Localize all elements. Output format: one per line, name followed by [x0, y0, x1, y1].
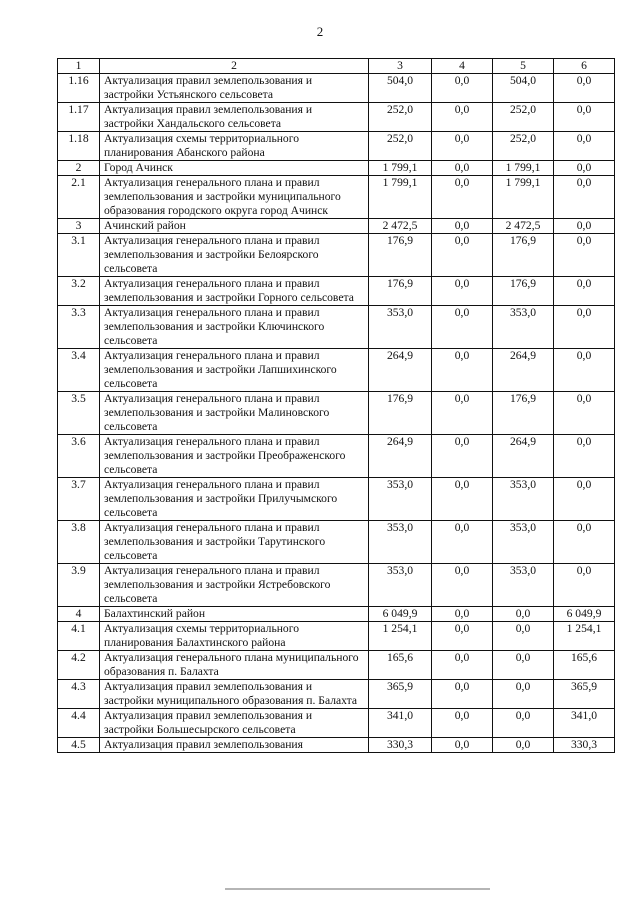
column-4-cell: 0,0	[432, 132, 493, 161]
table-row	[58, 349, 615, 392]
row-description-cell: Актуализация схемы территориального планирования Балахтинского района	[100, 622, 369, 651]
column-5-cell: 353,0	[493, 306, 554, 349]
column-4-cell: 0,0	[432, 219, 493, 234]
table-row	[58, 738, 615, 753]
column-6-cell: 341,0	[554, 709, 615, 738]
column-4-cell: 0,0	[432, 306, 493, 349]
row-description-cell: Актуализация правил землепользования и застройки Хандальского сельсовета	[100, 103, 369, 132]
column-4-cell: 0,0	[432, 680, 493, 709]
column-4-cell: 0,0	[432, 738, 493, 753]
total-cell: 264,9	[369, 435, 432, 478]
column-6-cell: 0,0	[554, 435, 615, 478]
total-cell: 353,0	[369, 564, 432, 607]
total-cell: 6 049,9	[369, 607, 432, 622]
column-5-cell: 353,0	[493, 521, 554, 564]
table-row	[58, 176, 615, 219]
column-6-cell: 0,0	[554, 234, 615, 277]
table-row	[58, 709, 615, 738]
column-5-cell: 353,0	[493, 564, 554, 607]
table-row	[58, 219, 615, 234]
table-row	[58, 74, 615, 103]
column-6-cell: 0,0	[554, 74, 615, 103]
column-5-cell: 0,0	[493, 651, 554, 680]
table-header-row	[58, 59, 615, 74]
table-row	[58, 478, 615, 521]
row-number-cell: 4.2	[58, 651, 100, 680]
column-5-cell: 252,0	[493, 103, 554, 132]
total-cell: 1 254,1	[369, 622, 432, 651]
column-6-cell: 0,0	[554, 103, 615, 132]
table-row	[58, 651, 615, 680]
column-6-cell: 165,6	[554, 651, 615, 680]
row-number-cell: 3.2	[58, 277, 100, 306]
row-number-cell: 1.17	[58, 103, 100, 132]
column-6-cell: 0,0	[554, 349, 615, 392]
row-number-cell: 3.1	[58, 234, 100, 277]
row-number-cell: 3	[58, 219, 100, 234]
total-cell: 504,0	[369, 74, 432, 103]
column-header: 4	[432, 59, 493, 74]
row-description-cell: Актуализация генерального плана и правил землепользования и застройки Тарутинского сельсовета	[100, 521, 369, 564]
row-description-cell: Актуализация генерального плана и правил землепользования и застройки Горного сельсовета	[100, 277, 369, 306]
column-6-cell: 0,0	[554, 478, 615, 521]
total-cell: 1 799,1	[369, 176, 432, 219]
page-number: 2	[316, 24, 324, 39]
row-description-cell: Актуализация правил землепользования и застройки муниципального образования п. Балахта	[100, 680, 369, 709]
total-cell: 330,3	[369, 738, 432, 753]
table-row	[58, 306, 615, 349]
column-6-cell: 0,0	[554, 219, 615, 234]
column-5-cell: 0,0	[493, 738, 554, 753]
column-4-cell: 0,0	[432, 74, 493, 103]
row-number-cell: 4.5	[58, 738, 100, 753]
column-4-cell: 0,0	[432, 349, 493, 392]
table-row	[58, 435, 615, 478]
row-number-cell: 4	[58, 607, 100, 622]
column-6-cell: 0,0	[554, 176, 615, 219]
row-number-cell: 3.7	[58, 478, 100, 521]
column-6-cell: 0,0	[554, 392, 615, 435]
row-number-cell: 4.1	[58, 622, 100, 651]
scan-artifact-line	[225, 888, 490, 890]
row-description-cell: Город Ачинск	[100, 161, 369, 176]
total-cell: 264,9	[369, 349, 432, 392]
row-number-cell: 3.5	[58, 392, 100, 435]
column-header: 1	[58, 59, 100, 74]
table-row	[58, 234, 615, 277]
table-row	[58, 622, 615, 651]
total-cell: 365,9	[369, 680, 432, 709]
column-6-cell: 365,9	[554, 680, 615, 709]
column-5-cell: 353,0	[493, 478, 554, 521]
row-description-cell: Актуализация генерального плана и правил землепользования и застройки Малиновского сельсовета	[100, 392, 369, 435]
column-header: 2	[100, 59, 369, 74]
column-5-cell: 176,9	[493, 277, 554, 306]
row-number-cell: 3.6	[58, 435, 100, 478]
table-row	[58, 277, 615, 306]
column-4-cell: 0,0	[432, 564, 493, 607]
total-cell: 353,0	[369, 478, 432, 521]
column-4-cell: 0,0	[432, 478, 493, 521]
column-5-cell: 0,0	[493, 607, 554, 622]
column-6-cell: 6 049,9	[554, 607, 615, 622]
column-5-cell: 264,9	[493, 349, 554, 392]
row-number-cell: 4.4	[58, 709, 100, 738]
column-4-cell: 0,0	[432, 521, 493, 564]
row-description-cell: Актуализация правил землепользования	[100, 738, 369, 753]
row-number-cell: 1.18	[58, 132, 100, 161]
row-number-cell: 3.9	[58, 564, 100, 607]
row-number-cell: 2.1	[58, 176, 100, 219]
column-5-cell: 0,0	[493, 680, 554, 709]
column-5-cell: 1 799,1	[493, 161, 554, 176]
column-header: 5	[493, 59, 554, 74]
column-6-cell: 0,0	[554, 161, 615, 176]
column-header: 6	[554, 59, 615, 74]
row-description-cell: Актуализация схемы территориального планирования Абанского района	[100, 132, 369, 161]
column-4-cell: 0,0	[432, 392, 493, 435]
column-5-cell: 252,0	[493, 132, 554, 161]
row-number-cell: 2	[58, 161, 100, 176]
column-4-cell: 0,0	[432, 277, 493, 306]
row-description-cell: Актуализация правил землепользования и застройки Большесырского сельсовета	[100, 709, 369, 738]
table-row	[58, 103, 615, 132]
column-6-cell: 0,0	[554, 132, 615, 161]
row-number-cell: 1.16	[58, 74, 100, 103]
total-cell: 176,9	[369, 234, 432, 277]
column-4-cell: 0,0	[432, 176, 493, 219]
row-description-cell: Актуализация правил землепользования и застройки Устьянского сельсовета	[100, 74, 369, 103]
total-cell: 176,9	[369, 277, 432, 306]
total-cell: 341,0	[369, 709, 432, 738]
column-4-cell: 0,0	[432, 103, 493, 132]
row-number-cell: 3.8	[58, 521, 100, 564]
table-row	[58, 607, 615, 622]
table-row	[58, 161, 615, 176]
total-cell: 176,9	[369, 392, 432, 435]
row-number-cell: 3.3	[58, 306, 100, 349]
column-5-cell: 1 799,1	[493, 176, 554, 219]
column-5-cell: 0,0	[493, 709, 554, 738]
column-header: 3	[369, 59, 432, 74]
row-description-cell: Актуализация генерального плана и правил землепользования и застройки Лапшихинского сельсовета	[100, 349, 369, 392]
row-description-cell: Актуализация генерального плана и правил землепользования и застройки Белоярского сельсовета	[100, 234, 369, 277]
total-cell: 252,0	[369, 132, 432, 161]
total-cell: 252,0	[369, 103, 432, 132]
total-cell: 2 472,5	[369, 219, 432, 234]
column-5-cell: 0,0	[493, 622, 554, 651]
column-6-cell: 330,3	[554, 738, 615, 753]
table-row	[58, 564, 615, 607]
row-number-cell: 4.3	[58, 680, 100, 709]
total-cell: 165,6	[369, 651, 432, 680]
total-cell: 1 799,1	[369, 161, 432, 176]
column-4-cell: 0,0	[432, 709, 493, 738]
column-4-cell: 0,0	[432, 161, 493, 176]
table-row	[58, 521, 615, 564]
row-number-cell: 3.4	[58, 349, 100, 392]
row-description-cell: Актуализация генерального плана и правил землепользования и застройки Прилучымского сельсовета	[100, 478, 369, 521]
total-cell: 353,0	[369, 306, 432, 349]
column-4-cell: 0,0	[432, 607, 493, 622]
row-description-cell: Актуализация генерального плана и правил землепользования и застройки муниципального образования городского округа город Ачинск	[100, 176, 369, 219]
column-5-cell: 264,9	[493, 435, 554, 478]
table-row	[58, 392, 615, 435]
column-6-cell: 0,0	[554, 521, 615, 564]
row-description-cell: Балахтинский район	[100, 607, 369, 622]
row-description-cell: Актуализация генерального плана и правил землепользования и застройки Ястребовского сельсовета	[100, 564, 369, 607]
column-5-cell: 2 472,5	[493, 219, 554, 234]
row-description-cell: Актуализация генерального плана и правил землепользования и застройки Ключинского сельсовета	[100, 306, 369, 349]
column-5-cell: 504,0	[493, 74, 554, 103]
column-5-cell: 176,9	[493, 234, 554, 277]
column-4-cell: 0,0	[432, 651, 493, 680]
column-4-cell: 0,0	[432, 622, 493, 651]
total-cell: 353,0	[369, 521, 432, 564]
column-6-cell: 0,0	[554, 277, 615, 306]
column-6-cell: 0,0	[554, 306, 615, 349]
table-row	[58, 680, 615, 709]
funding-table	[57, 58, 615, 753]
row-description-cell: Актуализация генерального плана муниципального образования п. Балахта	[100, 651, 369, 680]
column-4-cell: 0,0	[432, 435, 493, 478]
column-5-cell: 176,9	[493, 392, 554, 435]
column-6-cell: 0,0	[554, 564, 615, 607]
table-row	[58, 132, 615, 161]
row-description-cell: Актуализация генерального плана и правил землепользования и застройки Преображенского сельсовета	[100, 435, 369, 478]
column-4-cell: 0,0	[432, 234, 493, 277]
row-description-cell: Ачинский район	[100, 219, 369, 234]
column-6-cell: 1 254,1	[554, 622, 615, 651]
